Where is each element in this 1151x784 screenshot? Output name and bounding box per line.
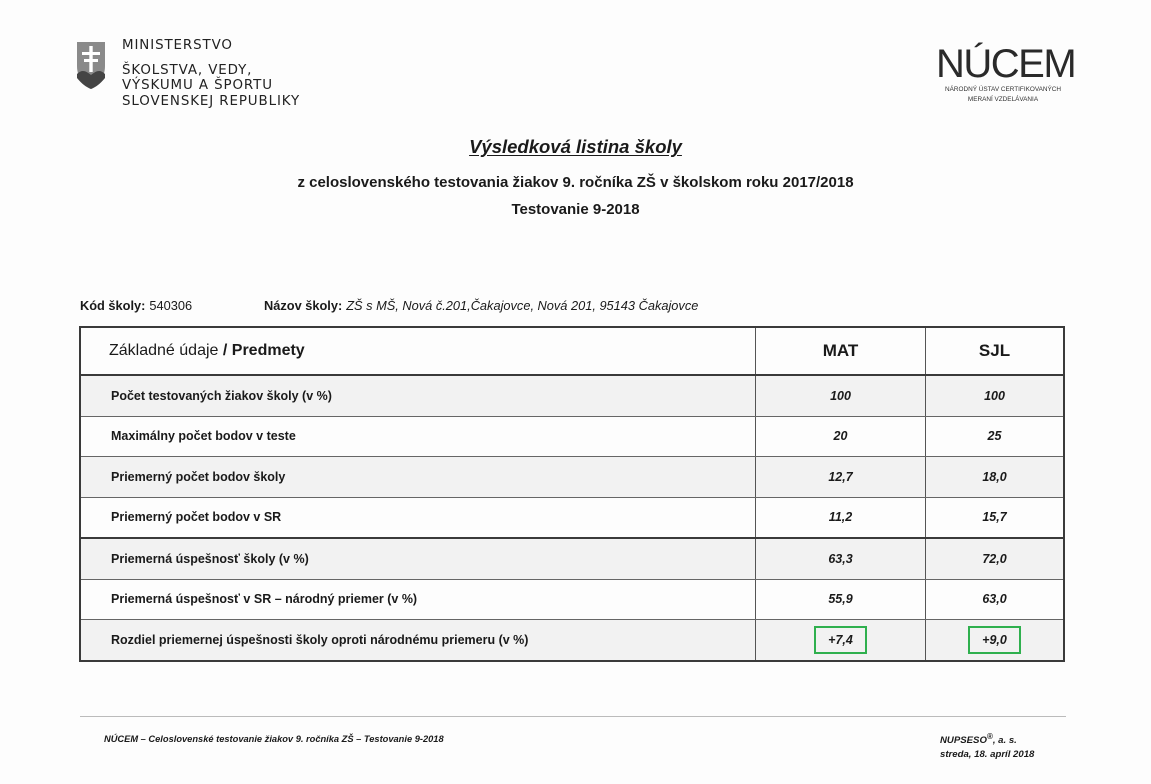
header-basic-data-label: Základné údaje	[109, 342, 219, 359]
ministry-line: VÝSKUMU A ŠPORTU	[122, 78, 273, 94]
table-row	[80, 538, 1064, 579]
ministry-line: ŠKOLSTVA, VEDY,	[122, 63, 253, 79]
mat-value: 20	[756, 416, 926, 457]
row-label: Priemerný počet bodov v SR	[80, 497, 756, 538]
header-basic-data	[80, 327, 756, 375]
ministry-header	[76, 38, 300, 109]
mat-value: 12,7	[756, 457, 926, 498]
slovak-coat-of-arms-icon	[76, 40, 106, 90]
table-row	[80, 457, 1064, 498]
nucem-subtitle-1: NÁRODNÝ ÚSTAV CERTIFIKOVANÝCH	[945, 86, 1061, 93]
nucem-subtitle-2: MERANÍ VZDELÁVANIA	[967, 96, 1039, 103]
table-row	[80, 579, 1064, 620]
table-row	[80, 375, 1064, 416]
footer-date: streda, 18. apríl 2018	[940, 749, 1035, 761]
row-label: Priemerná úspešnosť v SR – národný priemer (v %)	[80, 579, 756, 620]
footer-left-text: NÚCEM – Celoslovenské testovanie žiakov 9. ročníka ZŠ – Testovanie 9-2018	[104, 734, 444, 744]
sjl-value: 15,7	[926, 497, 1065, 538]
row-label: Maximálny počet bodov v teste	[80, 416, 756, 457]
row-label: Počet testovaných žiakov školy (v %)	[80, 375, 756, 416]
school-code-label: Kód školy:	[80, 298, 146, 313]
school-name-value: ZŠ s MŠ, Nová č.201,Čakajovce, Nová 201, 95143 Čakajovce	[346, 298, 699, 313]
sjl-value-cell	[926, 620, 1065, 661]
nucem-logo-text: NÚCEM	[936, 42, 1076, 86]
mat-value-cell	[756, 620, 926, 661]
registered-mark-icon: ®	[986, 732, 993, 741]
sjl-value: 18,0	[926, 457, 1065, 498]
footer-right	[940, 730, 1055, 762]
mat-difference-highlight: +7,4	[814, 626, 867, 654]
results-table	[79, 326, 1065, 662]
sjl-value: 100	[926, 375, 1065, 416]
row-label: Rozdiel priemernej úspešnosti školy oproti národnému priemeru (v %)	[80, 620, 756, 661]
mat-value: 11,2	[756, 497, 926, 538]
header-subjects-label: / Predmety	[222, 342, 305, 359]
sjl-difference-highlight: +9,0	[968, 626, 1021, 654]
table-row	[80, 416, 1064, 457]
test-name: Testovanie 9-2018	[511, 201, 640, 218]
document-title: Výsledková listina školy	[469, 136, 682, 157]
row-label: Priemerná úspešnosť školy (v %)	[80, 538, 756, 579]
nucem-logo	[936, 42, 1076, 104]
mat-value: 55,9	[756, 579, 926, 620]
school-info	[80, 298, 699, 313]
mat-value: 100	[756, 375, 926, 416]
ministry-line: SLOVENSKEJ REPUBLIKY	[122, 93, 301, 109]
sjl-value: 72,0	[926, 538, 1065, 579]
mat-value: 63,3	[756, 538, 926, 579]
footer-divider	[80, 716, 1066, 717]
school-name-group	[264, 298, 698, 313]
school-name-label: Názov školy:	[264, 298, 343, 313]
sjl-value: 63,0	[926, 579, 1065, 620]
sjl-value: 25	[926, 416, 1065, 457]
header-mat: MAT	[756, 327, 926, 375]
ministry-name	[122, 38, 300, 109]
footer-company: NUPSESO	[940, 735, 987, 747]
table-row	[80, 620, 1064, 661]
table-header-row	[80, 327, 1064, 375]
footer-company-suffix: , a. s.	[992, 735, 1017, 747]
document-subtitle: z celoslovenského testovania žiakov 9. ročníka ZŠ v školskom roku 2017/2018	[297, 174, 854, 191]
footer-company-line	[940, 730, 1055, 748]
row-label: Priemerný počet bodov školy	[80, 457, 756, 498]
header-sjl: SJL	[926, 327, 1065, 375]
table-row	[80, 497, 1064, 538]
ministry-line: MINISTERSTVO	[122, 38, 233, 53]
school-code-value: 540306	[149, 298, 193, 313]
